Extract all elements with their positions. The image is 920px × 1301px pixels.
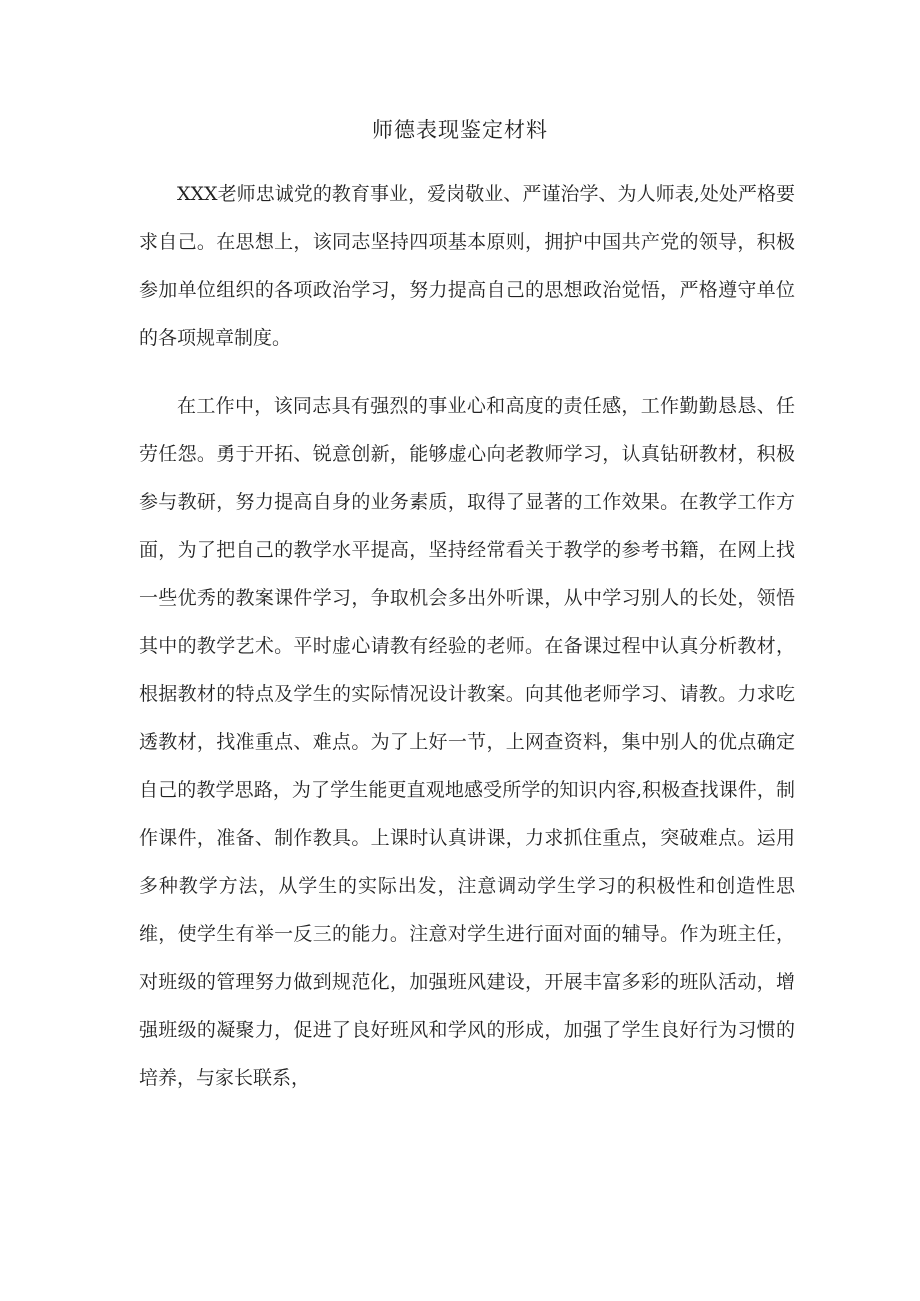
paragraph-ideology: XXX老师忠诚党的教育事业，爱岗敬业、严谨治学、为人师表,处处严格要求自己。在思想上，该同志坚持四项基本原则，拥护中国共产党的领导，积极参加单位组织的各项政治学习，努力提高自己的思想政治觉悟，严格遵守单位的各项规章制度。 [139, 183, 795, 349]
document-title: 师德表现鉴定材料 [372, 118, 548, 142]
paragraph-work: 在工作中，该同志具有强烈的事业心和高度的责任感，工作勤勤恳恳、任劳任怨。勇于开拓、锐意创新，能够虚心向老教师学习，认真钻研教材，积极参与教研，努力提高自身的业务素质，取得了显著的工作效果。在教学工作方面，为了把自己的教学水平提高，坚持经常看关于教学的参考书籍，在网上找一些优秀的教案课件学习，争取机会多出外听课，从中学习别人的长处，领悟其中的教学艺术。平时虚心请教有经验的老师。在备课过程中认真分析教材，根据教材的特点及学生的实际情况设计教案。向其他老师学习、请教。力求吃透教材，找准重点、难点。为了上好一节，上网查资料，集中别人的优点确定自己的教学思路，为了学生能更直观地感受所学的知识内容,积极查找课件，制作课件，准备、制作教具。上课时认真讲课，力求抓住重点，突破难点。运用多种教学方法，从学生的实际出发，注意调动学生学习的积极性和创造性思维，使学生有举一反三的能力。注意对学生进行面对面的辅导。作为班主任，对班级的管理努力做到规范化，加强班风建设，开展丰富多彩的班队活动，增强班级的凝聚力，促进了良好班风和学风的形成，加强了学生良好行为习惯的培养，与家长联系， [139, 395, 795, 1089]
